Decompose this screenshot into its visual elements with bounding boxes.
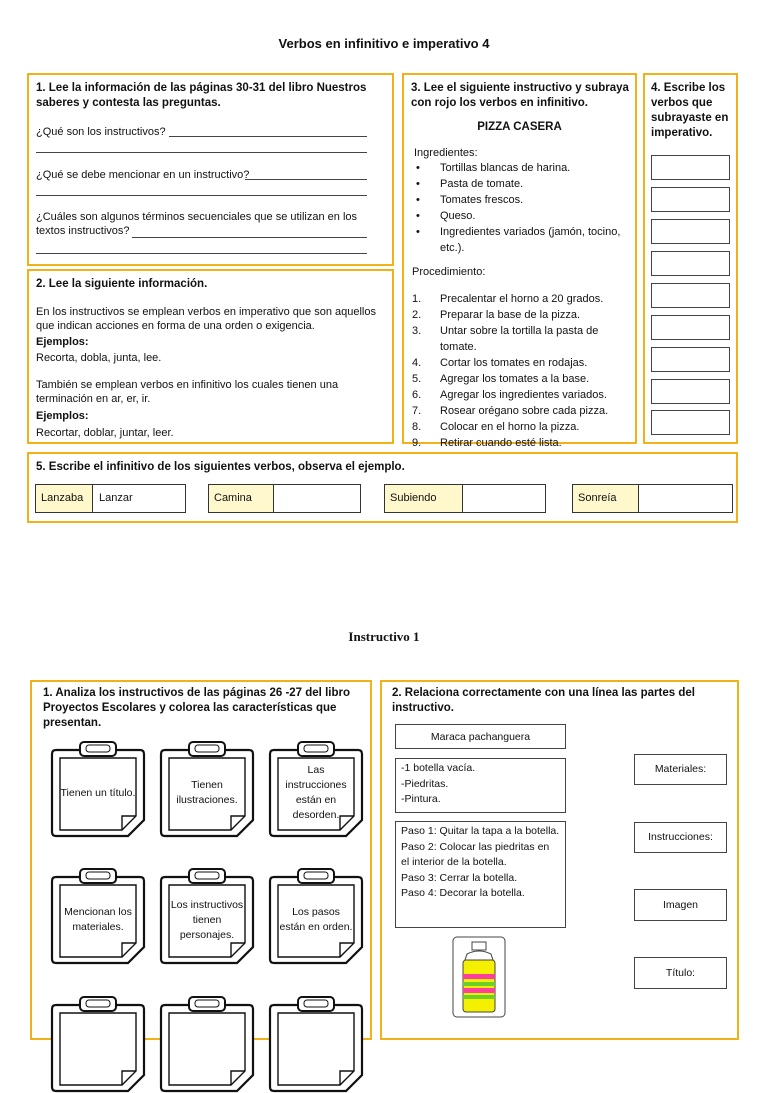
examples-label-2: Ejemplos: <box>36 410 89 422</box>
verb-answer[interactable] <box>639 485 732 512</box>
imperative-answer-box[interactable] <box>651 283 730 308</box>
step-number: 7. <box>412 405 422 417</box>
step-text: Agregar los tomates a la base. <box>440 373 590 385</box>
imperative-answer-box[interactable] <box>651 187 730 212</box>
ingredient-item: • Tortillas blancas de harina. <box>440 160 624 176</box>
recipe-title: PIZZA CASERA <box>477 121 562 133</box>
procedure-step <box>412 387 637 403</box>
verb-given: Camina <box>209 485 274 512</box>
procedure-step <box>412 291 637 307</box>
step-number: 3. <box>412 325 422 337</box>
step-number: 8. <box>412 421 422 433</box>
step-number: 5. <box>412 373 422 385</box>
worksheet-2-title: Instructivo 1 <box>348 629 420 644</box>
imperative-answer-box[interactable] <box>651 347 730 372</box>
examples-label-1: Ejemplos: <box>36 336 89 348</box>
verb-pair <box>572 484 733 513</box>
info-paragraph-1: En los instructivos se emplean verbos en imperativo que son aquellos que indican acciones en forma de una orden o exigencia. <box>36 306 376 332</box>
procedure-list <box>412 291 637 451</box>
step-text: Preparar la base de la pizza. <box>440 309 581 321</box>
ingredient-item: • Ingredientes variados (jamón, tocino, etc.). <box>440 224 624 256</box>
section-3-box <box>402 73 637 449</box>
material-line: -Pintura. <box>401 793 441 805</box>
ingredient-item: • Tomates frescos. <box>440 192 624 208</box>
imperative-answer-box[interactable] <box>651 219 730 244</box>
imperative-answer-box[interactable] <box>651 251 730 276</box>
verb-given: Subiendo <box>385 485 463 512</box>
step-number: 4. <box>412 357 422 369</box>
characteristic-card[interactable] <box>48 738 148 838</box>
verb-pair <box>384 484 546 513</box>
step-text: Untar sobre la tortilla la pasta de tomate. <box>440 325 599 353</box>
w2-section-1-box <box>30 680 372 1040</box>
characteristic-card[interactable] <box>266 738 366 838</box>
section-4-box <box>643 73 738 444</box>
step-text: Agregar los ingredientes variados. <box>440 389 607 401</box>
step-text: Retirar cuando esté lista. <box>440 437 562 449</box>
instructive-materials-box[interactable] <box>395 758 566 813</box>
procedure-step <box>412 371 637 387</box>
verb-answer[interactable]: Lanzar <box>99 492 133 504</box>
verb-pair <box>35 484 186 513</box>
characteristic-card[interactable] <box>157 865 257 965</box>
card-text: Los instructivos tienen personajes. <box>170 898 244 941</box>
answer-line-2a[interactable] <box>245 179 367 180</box>
card-text: Tienen ilustraciones. <box>176 779 238 806</box>
worksheet-title: Verbos en infinitivo e imperativo 4 <box>278 36 490 51</box>
procedure-step <box>412 403 637 419</box>
label-title[interactable]: Título: <box>634 957 727 989</box>
section-5-heading: 5. Escribe el infinitivo de los siguientes verbos, observa el ejemplo. <box>36 461 405 473</box>
question-1: ¿Qué son los instructivos? <box>36 126 166 138</box>
card-text <box>60 1017 136 1079</box>
maraca-bottle-image[interactable] <box>452 936 506 1018</box>
characteristic-card[interactable] <box>157 738 257 838</box>
step-number: 1. <box>412 293 422 305</box>
characteristic-card[interactable] <box>266 993 366 1093</box>
procedure-step <box>412 435 637 451</box>
instructive-title-box[interactable]: Maraca pachanguera <box>395 724 566 749</box>
step-text: Colocar en el horno la pizza. <box>440 421 580 433</box>
w2-section-1-heading: 1. Analiza los instructivos de las páginas 26 -27 del libro Proyectos Escolares y colorea las características que presentan. <box>43 687 350 729</box>
section-3-heading: 3. Lee el siguiente instructivo y subraya con rojo los verbos en infinitivo. <box>411 82 629 109</box>
answer-line-3a[interactable] <box>132 237 367 238</box>
imperative-answer-box[interactable] <box>651 155 730 180</box>
step-text: Precalentar el horno a 20 grados. <box>440 293 604 305</box>
card-text: Los pasos están en orden. <box>279 906 353 933</box>
procedure-step <box>412 323 637 355</box>
label-materials[interactable]: Materiales: <box>634 754 727 785</box>
verb-given: Lanzaba <box>36 485 93 512</box>
ingredients-label: Ingredientes: <box>414 147 478 159</box>
procedure-label: Procedimiento: <box>412 266 486 278</box>
instructive-steps-box[interactable] <box>395 821 566 928</box>
characteristic-card[interactable] <box>48 993 148 1093</box>
step-line: Paso 4: Decorar la botella. <box>401 887 525 899</box>
question-3: ¿Cuáles son algunos términos secuenciales que se utilizan en los textos instructivos? <box>36 211 358 237</box>
step-line: Paso 2: Colocar las piedritas en el interior de la botella. <box>401 840 550 868</box>
step-text: Rosear orégano sobre cada pizza. <box>440 405 609 417</box>
section-4-heading: 4. Escribe los verbos que subrayaste en imperativo. <box>651 82 729 139</box>
answer-line-3b[interactable] <box>36 253 367 254</box>
answer-line-1a[interactable] <box>169 136 367 137</box>
answer-line-2b[interactable] <box>36 195 367 196</box>
step-text: Cortar los tomates en rodajas. <box>440 357 588 369</box>
ingredients-list <box>414 160 624 256</box>
section-1-box <box>27 73 394 266</box>
characteristic-card[interactable] <box>48 865 148 965</box>
verb-pair <box>208 484 361 513</box>
examples-1: Recorta, dobla, junta, lee. <box>36 352 162 364</box>
section-2-heading: 2. Lee la siguiente información. <box>36 278 208 290</box>
step-number: 6. <box>412 389 422 401</box>
ingredient-item: • Queso. <box>440 208 624 224</box>
label-image[interactable]: Imagen <box>634 889 727 921</box>
imperative-answer-box[interactable] <box>651 315 730 340</box>
step-number: 9. <box>412 437 422 449</box>
label-instructions[interactable]: Instrucciones: <box>634 822 727 853</box>
step-number: 2. <box>412 309 422 321</box>
verb-answer[interactable] <box>463 485 545 512</box>
characteristic-card[interactable] <box>266 865 366 965</box>
card-text: Mencionan los materiales. <box>64 906 132 933</box>
imperative-answer-box[interactable] <box>651 410 730 435</box>
examples-2: Recortar, doblar, juntar, leer. <box>36 427 174 439</box>
card-text <box>278 1017 354 1079</box>
card-text: Tienen un título. <box>60 786 136 799</box>
card-text: Las instrucciones están en desorden. <box>285 764 347 821</box>
material-line: -1 botella vacía. <box>401 762 476 774</box>
ingredient-item: • Pasta de tomate. <box>440 176 624 192</box>
step-line: Paso 3: Cerrar la botella. <box>401 871 518 884</box>
procedure-step <box>412 307 637 323</box>
section-1-heading: 1. Lee la información de las páginas 30-31 del libro Nuestros saberes y contesta las preguntas. <box>36 82 367 109</box>
w2-section-2-heading: 2. Relaciona correctamente con una línea las partes del instructivo. <box>392 687 695 714</box>
procedure-step <box>412 355 637 371</box>
step-line: Paso 1: Quitar la tapa a la botella. <box>401 825 560 837</box>
question-2: ¿Qué se debe mencionar en un instructivo? <box>36 169 250 181</box>
imperative-answer-box[interactable] <box>651 379 730 404</box>
answer-line-1b[interactable] <box>36 152 367 153</box>
procedure-step <box>412 419 637 435</box>
characteristic-card[interactable] <box>157 993 257 1093</box>
section-2-box <box>27 269 394 444</box>
verb-answer[interactable] <box>274 485 360 512</box>
card-text <box>169 1017 245 1079</box>
info-paragraph-2: También se emplean verbos en infinitivo los cuales tienen una terminación en ar, er, ir. <box>36 379 339 405</box>
verb-given: Sonreía <box>573 485 639 512</box>
material-line: -Piedritas. <box>401 777 449 790</box>
